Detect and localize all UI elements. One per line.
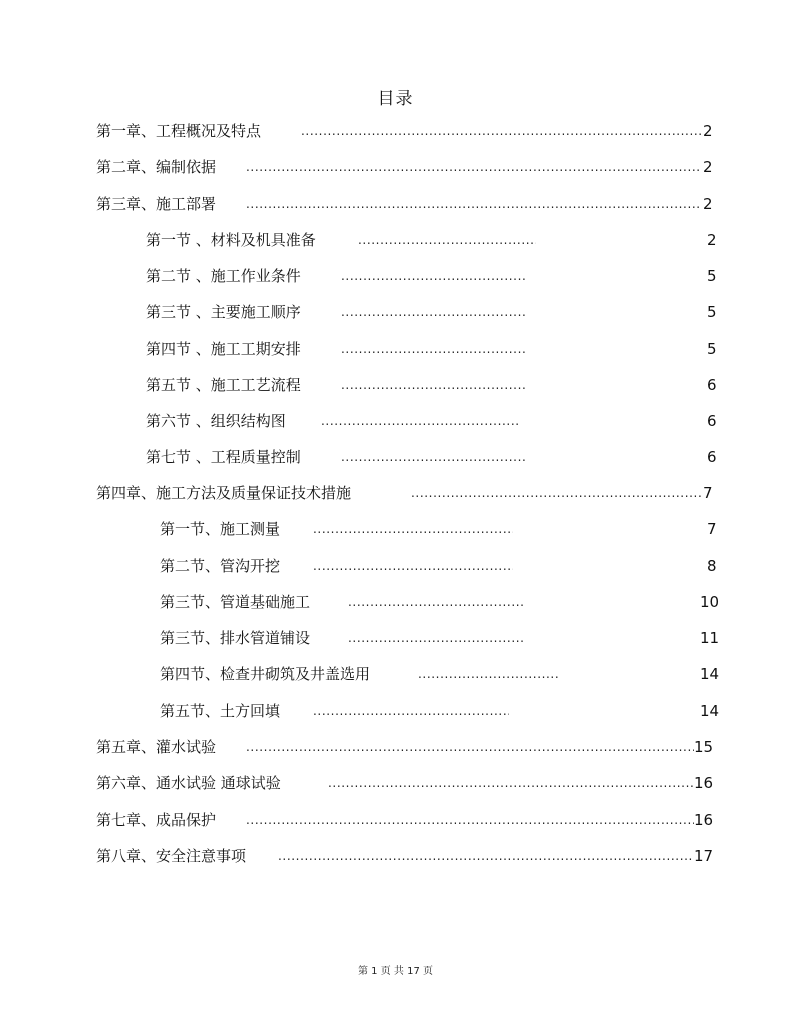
toc-entry-label: 第三章、施工部署	[96, 195, 217, 213]
dot-leader	[348, 626, 524, 650]
toc-entry-chapter-5[interactable]	[96, 735, 718, 759]
toc-entry-label: 第四章、施工方法及质量保证技术措施	[96, 484, 352, 502]
toc-entry-section[interactable]	[146, 409, 718, 433]
toc-entry-label: 第一章、工程概况及特点	[96, 122, 262, 140]
toc-entry-chapter-6[interactable]	[96, 771, 718, 795]
dot-leader	[418, 662, 558, 686]
toc-entry-label: 第七节 、工程质量控制	[146, 448, 301, 466]
toc-entry-page: 14	[700, 665, 720, 683]
toc-entry-section[interactable]	[160, 590, 718, 614]
toc-entry-label: 第三节、排水管道铺设	[160, 629, 311, 647]
dot-leader	[321, 409, 519, 433]
dot-leader	[278, 844, 694, 868]
toc-entry-label: 第二节 、施工作业条件	[146, 267, 301, 285]
toc-entry-label: 第五章、灌水试验	[96, 738, 217, 756]
dot-leader	[246, 192, 701, 216]
dot-leader	[246, 155, 701, 179]
toc-entry-page: 5	[707, 303, 717, 321]
dot-leader	[246, 808, 694, 832]
toc-entry-section[interactable]	[160, 626, 718, 650]
toc-entry-page: 2	[707, 231, 717, 249]
toc-entry-label: 第四节 、施工工期安排	[146, 340, 301, 358]
toc-entry-section[interactable]	[160, 662, 718, 686]
toc-entry-page: 15	[694, 738, 714, 756]
dot-leader	[341, 337, 526, 361]
dot-leader	[411, 481, 703, 505]
toc-entry-section[interactable]	[146, 300, 718, 324]
dot-leader	[341, 445, 526, 469]
toc-entry-page: 6	[707, 376, 717, 394]
dot-leader	[313, 699, 509, 723]
dot-leader	[348, 590, 524, 614]
toc-entry-chapter-8[interactable]	[96, 844, 718, 868]
toc-entry-section[interactable]	[160, 699, 718, 723]
toc-entry-chapter-7[interactable]	[96, 808, 718, 832]
toc-entry-label: 第六章、通水试验 通球试验	[96, 774, 281, 792]
toc-entry-label: 第三节、管道基础施工	[160, 593, 311, 611]
toc-entry-page: 11	[700, 629, 720, 647]
toc-entry-page: 10	[700, 593, 720, 611]
dot-leader	[328, 771, 694, 795]
toc-entry-label: 第二节、管沟开挖	[160, 557, 281, 575]
dot-leader	[341, 264, 526, 288]
toc-entry-label: 第一节 、材料及机具准备	[146, 231, 316, 249]
toc-entry-label: 第六节 、组织结构图	[146, 412, 286, 430]
toc-entry-page: 17	[694, 847, 714, 865]
toc-entry-section[interactable]	[146, 445, 718, 469]
toc-entry-page: 14	[700, 702, 720, 720]
dot-leader	[341, 300, 526, 324]
toc-entry-page: 2	[703, 158, 713, 176]
toc-entry-page: 6	[707, 448, 717, 466]
toc-entry-label: 第一节、施工测量	[160, 520, 281, 538]
toc-entry-section[interactable]	[146, 337, 718, 361]
toc-entry-label: 第五节 、施工工艺流程	[146, 376, 301, 394]
toc-entry-chapter-1[interactable]	[96, 119, 714, 143]
dot-leader	[341, 373, 526, 397]
toc-entry-page: 7	[703, 484, 713, 502]
toc-entry-section[interactable]	[146, 264, 718, 288]
toc-entry-label: 第五节、土方回填	[160, 702, 281, 720]
toc-entry-section[interactable]	[146, 373, 718, 397]
dot-leader	[246, 735, 694, 759]
dot-leader	[313, 517, 513, 541]
toc-entry-section[interactable]	[160, 517, 718, 541]
toc-entry-page: 16	[694, 811, 714, 829]
dot-leader	[313, 554, 513, 578]
toc-entry-page: 7	[707, 520, 717, 538]
toc-entry-page: 6	[707, 412, 717, 430]
page-footer: 第 1 页 共 17 页	[358, 966, 433, 977]
toc-entry-label: 第八章、安全注意事项	[96, 847, 247, 865]
dot-leader	[301, 119, 701, 143]
toc-entry-label: 第七章、成品保护	[96, 811, 217, 829]
toc-entry-page: 2	[703, 122, 713, 140]
toc-entry-page: 5	[707, 267, 717, 285]
toc-entry-section[interactable]	[146, 228, 718, 252]
toc-title: 目录	[377, 89, 414, 109]
toc-entry-page: 8	[707, 557, 717, 575]
toc-entry-label: 第二章、编制依据	[96, 158, 217, 176]
dot-leader	[358, 228, 536, 252]
toc-entry-section[interactable]	[160, 554, 718, 578]
toc-entry-page: 2	[703, 195, 713, 213]
toc-entry-chapter-2[interactable]	[96, 155, 714, 179]
toc-entry-label: 第四节、检查井砌筑及井盖选用	[160, 665, 371, 683]
toc-entry-chapter-3[interactable]	[96, 192, 714, 216]
toc-entry-label: 第三节 、主要施工顺序	[146, 303, 301, 321]
toc-entry-chapter-4[interactable]	[96, 481, 718, 505]
toc-entry-page: 5	[707, 340, 717, 358]
toc-entry-page: 16	[694, 774, 714, 792]
